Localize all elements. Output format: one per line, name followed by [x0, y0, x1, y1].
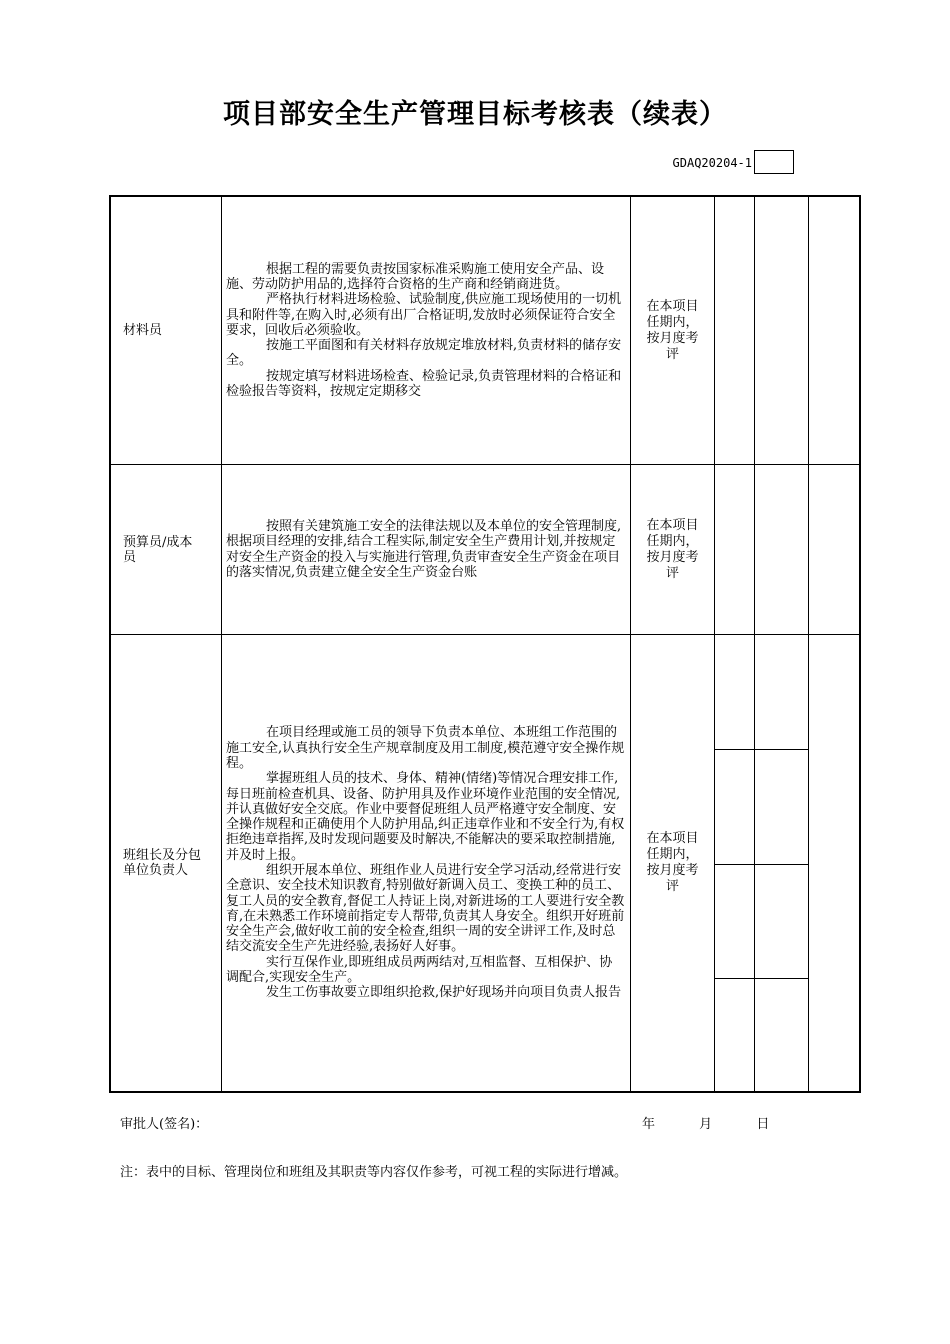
- duty-paragraph: 在项目经理或施工员的领导下负责本单位、本班组工作范围的施工安全,认真执行安全生产规章制度及用工制度,模范遵守安全操作规程。: [226, 725, 625, 771]
- score-cell-b[interactable]: [755, 635, 809, 1091]
- duty-cell: [222, 635, 631, 1091]
- duty-text: [222, 262, 630, 400]
- evaluation-cell: [631, 635, 715, 1091]
- duty-paragraph: 发生工伤事故要立即组织抢救,保护好现场并向项目负责人报告: [266, 985, 622, 1001]
- month-label: 月: [699, 1117, 713, 1132]
- duty-paragraph: 按规定填写材料进场检查、检验记录,负责管理材料的合格证和检验报告等资料，按规定定期移交: [226, 368, 622, 400]
- role-cell: [111, 635, 222, 1091]
- duty-paragraph: 按施工平面图和有关材料存放规定堆放材料,负责材料的储存安全。: [226, 338, 622, 369]
- role-label: 材料员: [123, 323, 163, 338]
- sub-row-divider: [755, 749, 808, 750]
- table-row: [111, 635, 859, 1091]
- score-cell-a[interactable]: [715, 635, 755, 1091]
- sub-row-divider: [715, 864, 754, 865]
- role-cell: [111, 197, 222, 464]
- sub-row-divider: [755, 864, 808, 865]
- duty-paragraph: 严格执行材料进场检验、试验制度,供应施工现场使用的一切机具和附件等,在购入时,必须有出厂合格证明,发放时必须保证符合安全要求，回收后必须验收。: [226, 292, 622, 338]
- score-cell-b[interactable]: [755, 197, 809, 464]
- evaluation-cell: [631, 197, 715, 464]
- year-label: 年: [642, 1117, 656, 1132]
- approval-date: [642, 1113, 809, 1132]
- duty-cell: [222, 465, 631, 634]
- day-label: 日: [756, 1117, 770, 1132]
- duty-paragraph: 组织开展本单位、班组作业人员进行安全学习活动,经常进行安全意识、安全技术知识教育,特别做好新调入员工、变换工种的员工、复工人员的安全教育,督促工人持证上岗,对新进场的工人要进行安全教育,在未熟悉工作环境前指定专人帮带,负责其人身安全。组织开好班前安全生产会,做好收工前的安全检查,组织一周的安全讲评工作,及时总结交流安全生产先进经验,表扬好人好事。: [226, 863, 625, 955]
- approver-signature-label: 审批人(签名)：: [120, 1117, 209, 1132]
- duty-paragraph: 实行互保作业,即班组成员两两结对,互相监督、互相保护、协调配合,实现安全生产。: [226, 954, 613, 986]
- form-code-suffix-field[interactable]: [754, 150, 794, 174]
- role-cell: [111, 465, 222, 634]
- assessment-table: [109, 195, 861, 1093]
- sub-row-divider: [755, 978, 808, 979]
- evaluation-text: 在本项目任期内，按月度考评: [646, 298, 699, 362]
- page-title: 项目部安全生产管理目标考核表（续表）: [223, 99, 727, 130]
- table-row: [111, 197, 859, 465]
- duty-paragraph: 根据工程的需要负责按国家标准采购施工使用安全产品、设施、劳动防护用品的,选择符合资格的生产商和经销商进货。: [226, 261, 605, 292]
- role-label: 预算员/成本员: [123, 534, 193, 565]
- score-cell-a[interactable]: [715, 197, 755, 464]
- duty-cell: [222, 197, 631, 464]
- sub-row-divider: [715, 749, 754, 750]
- duty-paragraph: 掌握班组人员的技术、身体、精神(情绪)等情况合理安排工作,每日班前检查机具、设备、防护用具及作业环境作业范围的安全情况,并认真做好安全交底。作业中要督促班组人员严格遵守安全制度、安全操作规程和正确使用个人防护用品,纠正违章作业和不安全行为,有权拒绝违章指挥,及时发现问题要及时解决,不能解决的要采取控制措施,并及时上报。: [226, 771, 625, 863]
- sub-row-divider: [715, 978, 754, 979]
- score-cell-c[interactable]: [809, 635, 859, 1091]
- score-cell-c[interactable]: [809, 197, 859, 464]
- table-row: [111, 465, 859, 635]
- duty-text: [222, 519, 630, 580]
- duty-paragraph: 按照有关建筑施工安全的法律法规以及本单位的安全管理制度,根据项目经理的安排,结合工程实际,制定安全生产费用计划,并按规定对安全生产资金的投入与实施进行管理,负责审查安全生产资金在项目的落实情况,负责建立健全安全生产资金台账: [226, 518, 622, 580]
- evaluation-cell: [631, 465, 715, 634]
- role-label: 班组长及分包单位负责人: [123, 848, 202, 878]
- score-cell-b[interactable]: [755, 465, 809, 634]
- duty-text: [222, 725, 630, 1000]
- evaluation-text: 在本项目任期内，按月度考评: [646, 517, 699, 581]
- footnote: 注：表中的目标、管理岗位和班组及其职责等内容仅作参考，可视工程的实际进行增减。: [120, 1165, 628, 1180]
- score-cell-a[interactable]: [715, 465, 755, 634]
- form-code: GDAQ20204-1: [672, 156, 752, 170]
- score-cell-c[interactable]: [809, 465, 859, 634]
- evaluation-text: 在本项目任期内，按月度考评: [646, 831, 699, 894]
